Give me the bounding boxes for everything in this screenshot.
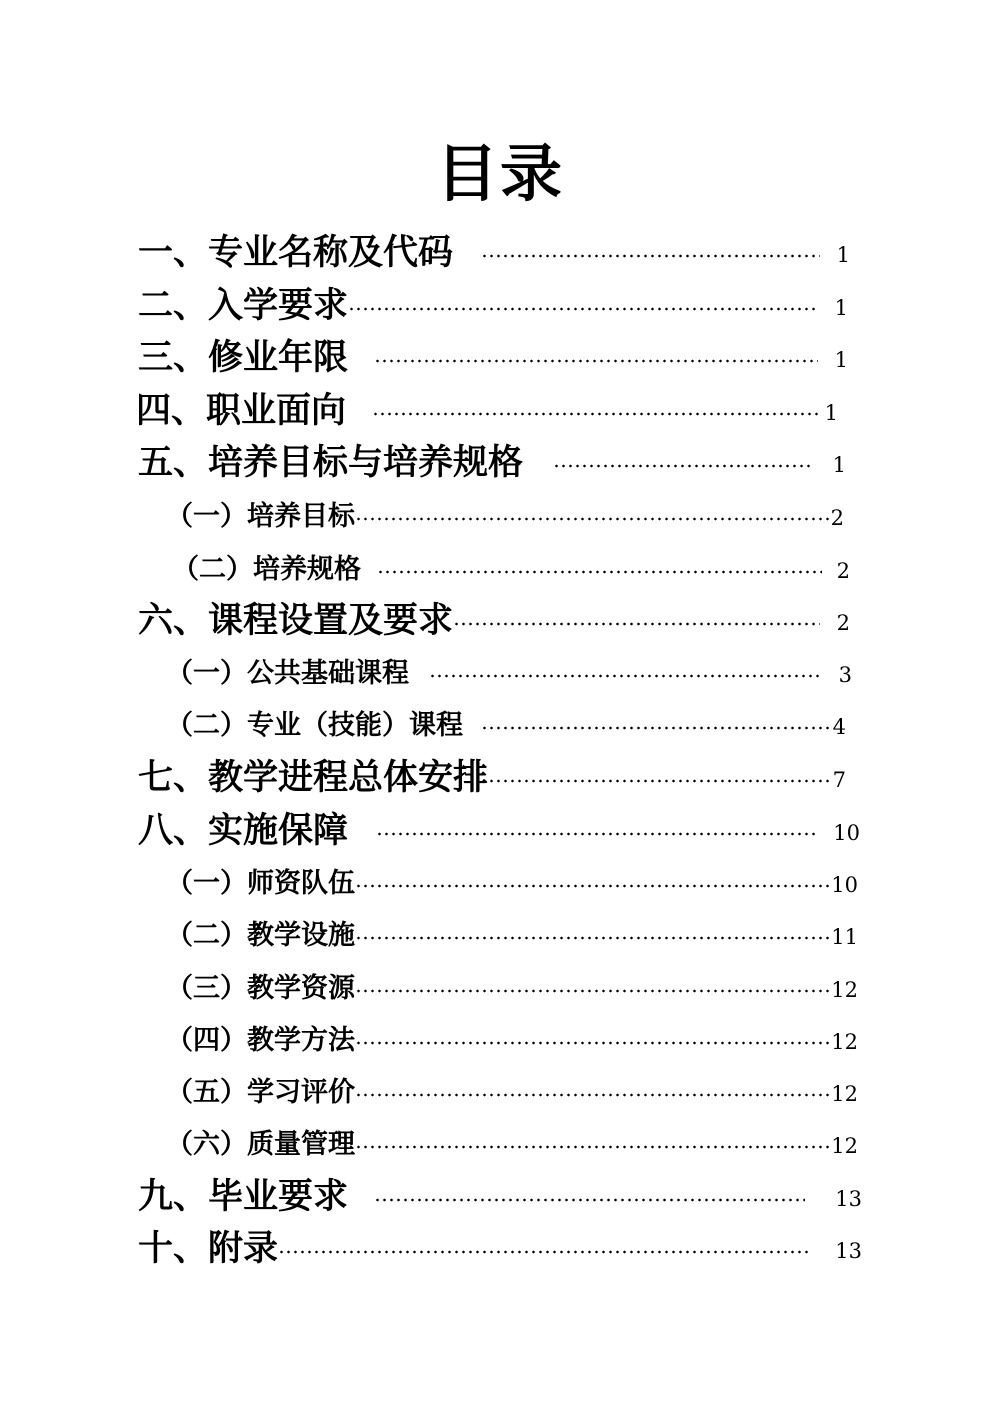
dot-leader <box>481 726 832 730</box>
toc-entry-label: （二）教学设施 <box>166 919 355 951</box>
toc-entry-page: 10 <box>833 821 860 845</box>
dot-leader <box>348 307 818 311</box>
dot-leader <box>355 884 831 888</box>
toc-entry[interactable] <box>166 1013 858 1061</box>
toc-entry-page: 11 <box>831 925 858 949</box>
toc-entry-label: 三、修业年限 <box>138 338 349 378</box>
dot-leader <box>355 936 831 940</box>
toc-entry-page: 1 <box>834 296 848 320</box>
dot-leader <box>488 779 832 783</box>
toc-entry-label: （六）质量管理 <box>166 1128 355 1160</box>
dot-leader <box>355 1041 831 1045</box>
toc-entry-page: 13 <box>835 1187 862 1211</box>
toc-entry-page: 12 <box>831 1134 858 1158</box>
dot-leader <box>376 832 819 836</box>
toc-entry-page: 1 <box>832 453 846 477</box>
toc-entry-label: 二、入学要求 <box>138 286 349 326</box>
dot-leader <box>278 1250 811 1254</box>
toc-entry-page: 10 <box>831 873 858 897</box>
toc-entry-page: 4 <box>832 715 846 739</box>
toc-entry-page: 2 <box>830 506 844 530</box>
dot-leader <box>355 989 831 993</box>
toc-entry-label: 七、教学进程总体安排 <box>138 758 489 798</box>
toc-entry[interactable] <box>166 646 852 694</box>
toc-entry-label: 一、专业名称及代码 <box>138 233 454 273</box>
dot-leader <box>355 1145 831 1149</box>
toc-entry-page: 12 <box>831 1082 858 1106</box>
dot-leader <box>377 570 822 574</box>
toc-entry[interactable] <box>136 384 838 432</box>
toc-entry-label: （一）师资队伍 <box>166 867 355 899</box>
toc-entry[interactable] <box>138 804 860 852</box>
toc-entry-label: 九、毕业要求 <box>138 1177 349 1217</box>
dot-leader <box>374 1198 805 1202</box>
toc-entry-page: 2 <box>836 559 850 583</box>
toc-entry-label: （二）专业（技能）课程 <box>166 709 463 741</box>
toc-entry-page: 3 <box>838 663 852 687</box>
toc-entry[interactable] <box>138 279 848 327</box>
toc-entry-page: 12 <box>831 978 858 1002</box>
dot-leader <box>372 412 820 416</box>
toc-entry-page: 1 <box>836 243 850 267</box>
toc-entry[interactable] <box>166 908 858 956</box>
page-title: 目录 <box>435 137 564 210</box>
toc-entry[interactable] <box>138 331 848 379</box>
toc-entry[interactable] <box>166 698 846 746</box>
toc-entry-label: （五）学习评价 <box>166 1076 355 1108</box>
toc-entry[interactable] <box>138 1170 862 1218</box>
toc-entry-label: 八、实施保障 <box>138 811 349 851</box>
dot-leader <box>453 622 820 626</box>
toc-entry-page: 1 <box>834 348 848 372</box>
toc-entry[interactable] <box>138 594 850 642</box>
toc-entry-page: 1 <box>824 401 838 425</box>
toc-entry-label: （四）教学方法 <box>166 1024 355 1056</box>
dot-leader <box>481 254 820 258</box>
toc-entry-page: 12 <box>831 1030 858 1054</box>
toc-entry[interactable] <box>172 542 850 590</box>
toc-entry[interactable] <box>166 489 844 537</box>
toc-entry-page: 2 <box>836 611 850 635</box>
toc-entry[interactable] <box>166 856 858 904</box>
toc-entry[interactable] <box>166 1117 858 1165</box>
toc-entry[interactable] <box>138 751 846 799</box>
toc-entry-label: 四、职业面向 <box>136 391 347 431</box>
toc-entry-label: 五、培养目标与培养规格 <box>138 443 524 483</box>
toc-entry-label: 十、附录 <box>138 1229 279 1269</box>
toc-entry[interactable] <box>138 226 850 274</box>
toc-entry[interactable] <box>138 436 846 484</box>
toc-entry-page: 7 <box>832 768 846 792</box>
toc-entry-label: （一）培养目标 <box>166 500 355 532</box>
dot-leader <box>553 464 814 468</box>
toc-entry-label: （二）培养规格 <box>172 553 361 585</box>
toc-entry[interactable] <box>166 961 858 1009</box>
toc-entry-label: （三）教学资源 <box>166 972 355 1004</box>
dot-leader <box>355 517 830 521</box>
toc-entry[interactable] <box>166 1065 858 1113</box>
dot-leader <box>374 359 818 363</box>
toc-entry[interactable] <box>138 1222 862 1270</box>
dot-leader <box>429 674 822 678</box>
toc-entry-page: 13 <box>835 1239 862 1263</box>
toc-entry-label: 六、课程设置及要求 <box>138 601 454 641</box>
toc-entry-label: （一）公共基础课程 <box>166 657 409 689</box>
dot-leader <box>355 1093 831 1097</box>
